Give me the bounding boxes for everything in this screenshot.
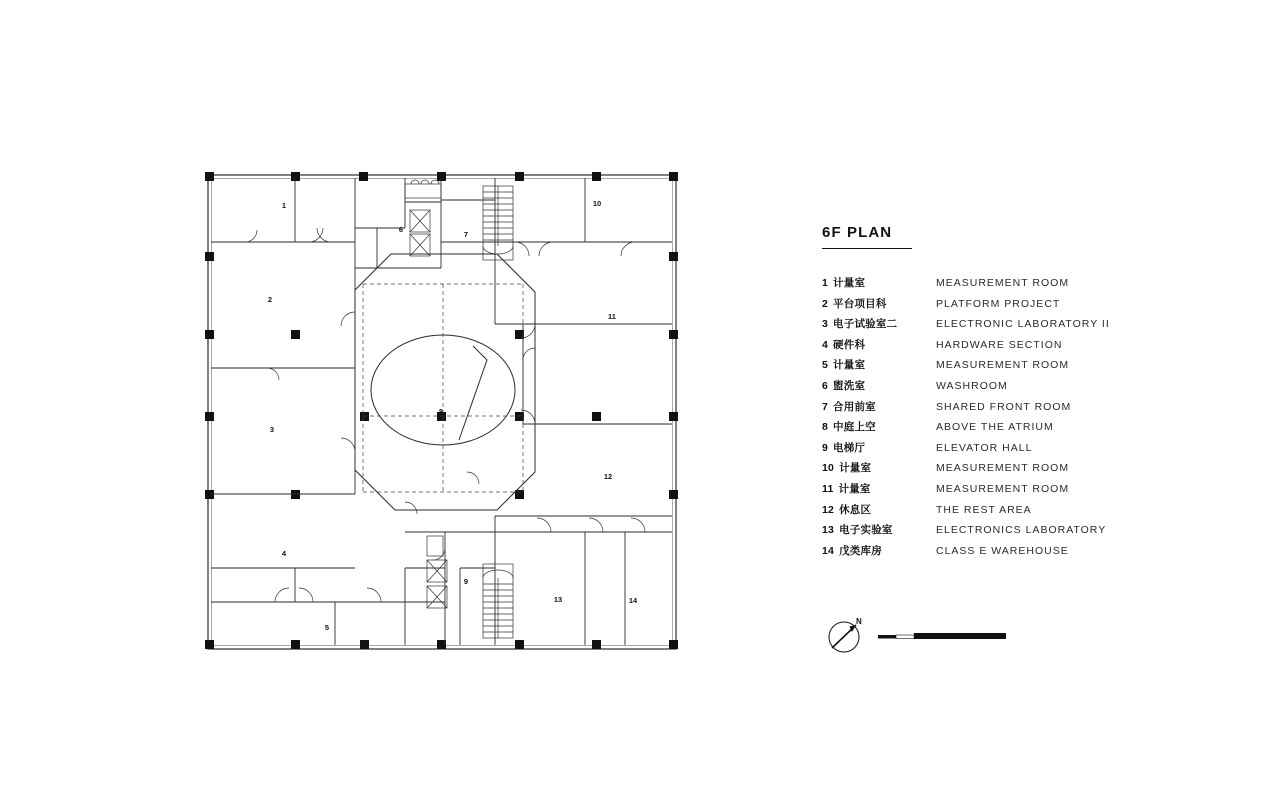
legend-label-cn: 硬件科	[833, 338, 866, 351]
legend-item	[822, 543, 1122, 564]
legend-item-cn	[822, 296, 936, 311]
legend-index: 2	[822, 297, 829, 310]
room-label-14: 14	[628, 595, 638, 605]
legend-item	[822, 316, 1122, 337]
legend-index: 1	[822, 277, 829, 289]
room-label-1: 1	[281, 200, 287, 210]
legend-label-en: ELECTRONIC LABORATORY II	[936, 318, 1110, 331]
legend-index: 7	[822, 400, 829, 413]
atrium-outline	[355, 254, 535, 510]
legend-label-en: PLATFORM PROJECT	[936, 297, 1061, 310]
room-label-10: 10	[592, 198, 602, 208]
atrium-grid	[363, 284, 523, 492]
north-and-scale	[822, 612, 1022, 662]
legend-label-en: ELECTRONICS LABORATORY	[936, 524, 1107, 537]
room-label-12: 12	[603, 471, 613, 481]
legend-item	[822, 275, 1122, 296]
legend-label-en: CLASS E WAREHOUSE	[936, 544, 1069, 557]
legend-item	[822, 378, 1122, 399]
legend-item-cn	[822, 481, 936, 496]
legend-label-cn: 电子实验室	[839, 524, 893, 537]
floor-plan-drawing	[205, 172, 679, 652]
legend-item-cn	[822, 316, 936, 331]
legend-item	[822, 399, 1122, 420]
legend-item-cn	[822, 460, 936, 475]
legend-label-cn: 计量室	[833, 277, 866, 289]
plan-title: 6F PLAN	[822, 224, 893, 241]
room-label-5: 5	[324, 622, 330, 632]
legend-index: 10	[822, 462, 835, 475]
north-letter: N	[856, 617, 862, 626]
room-label-9: 9	[463, 576, 469, 586]
legend-index: 9	[822, 441, 829, 454]
legend-index: 4	[822, 338, 829, 351]
legend-label-en: MEASUREMENT ROOM	[936, 462, 1070, 475]
room-label-13: 13	[553, 594, 563, 604]
legend-label-cn: 计量室	[838, 482, 871, 495]
legend-label-en: WASHROOM	[936, 379, 1008, 392]
legend-panel	[822, 224, 1122, 563]
legend-label-en: ELEVATOR HALL	[936, 441, 1033, 454]
legend-item	[822, 419, 1122, 440]
room-label-6: 6	[398, 224, 404, 234]
legend-item-cn	[822, 440, 936, 455]
room-label-2: 2	[267, 294, 273, 304]
room-label-8: 8	[438, 406, 444, 416]
south-core-stairs	[483, 564, 513, 638]
legend-item	[822, 502, 1122, 523]
legend-item	[822, 522, 1122, 543]
legend-item	[822, 337, 1122, 358]
legend-index: 12	[822, 503, 835, 516]
floor-plan-svg	[205, 172, 679, 652]
legend-label-cn: 电子试验室二	[833, 318, 898, 331]
legend-label-cn: 计量室	[833, 359, 866, 372]
south-core-elevators	[427, 536, 447, 608]
legend-index: 8	[822, 421, 829, 434]
scale-bar	[878, 633, 1006, 639]
north-core-elevators	[405, 180, 441, 256]
legend-label-cn: 休息区	[839, 503, 872, 516]
north-scale-svg	[822, 612, 1022, 662]
legend-label-en: MEASUREMENT ROOM	[936, 482, 1070, 495]
legend-item-cn	[822, 502, 936, 517]
legend-label-en: MEASUREMENT ROOM	[936, 277, 1070, 289]
room-label-11: 11	[608, 311, 616, 321]
legend-index: 14	[822, 544, 835, 557]
legend-label-cn: 盥洗室	[833, 379, 866, 392]
legend-item-cn	[822, 275, 936, 290]
legend-label-en: THE REST AREA	[936, 503, 1032, 516]
legend-item-cn	[822, 419, 936, 434]
room-label-3: 3	[269, 424, 275, 434]
legend-label-en: SHARED FRONT ROOM	[936, 400, 1072, 413]
legend-label-cn: 电梯厅	[833, 441, 866, 454]
north-arrow-icon	[829, 617, 862, 652]
legend-label-cn: 合用前室	[833, 400, 876, 413]
legend-label-cn: 计量室	[839, 462, 872, 475]
north-core-stairs	[483, 186, 513, 260]
legend-label-en: HARDWARE SECTION	[936, 338, 1063, 351]
legend-item-cn	[822, 337, 936, 352]
legend-item	[822, 357, 1122, 378]
legend-item-cn	[822, 378, 936, 393]
legend-label-cn: 戊类库房	[839, 544, 882, 557]
legend-index: 6	[822, 379, 829, 392]
legend-item-cn	[822, 399, 936, 414]
legend-label-en: ABOVE THE ATRIUM	[936, 421, 1054, 434]
legend-item-cn	[822, 543, 936, 558]
legend-item-cn	[822, 522, 936, 537]
legend-item	[822, 440, 1122, 461]
room-number-labels	[268, 199, 638, 632]
legend-label-cn: 平台项目科	[833, 297, 887, 310]
legend-index: 13	[822, 524, 835, 537]
room-label-4: 4	[281, 548, 287, 558]
legend-item	[822, 296, 1122, 317]
title-underline	[822, 248, 912, 249]
room-label-7: 7	[463, 229, 469, 239]
legend-item	[822, 481, 1122, 502]
legend-index: 11	[822, 482, 834, 495]
legend-item	[822, 460, 1122, 481]
legend-index: 5	[822, 359, 829, 372]
legend-item-cn	[822, 357, 936, 372]
legend-label-cn: 中庭上空	[833, 421, 876, 434]
legend-index: 3	[822, 318, 829, 331]
legend-label-en: MEASUREMENT ROOM	[936, 359, 1070, 372]
